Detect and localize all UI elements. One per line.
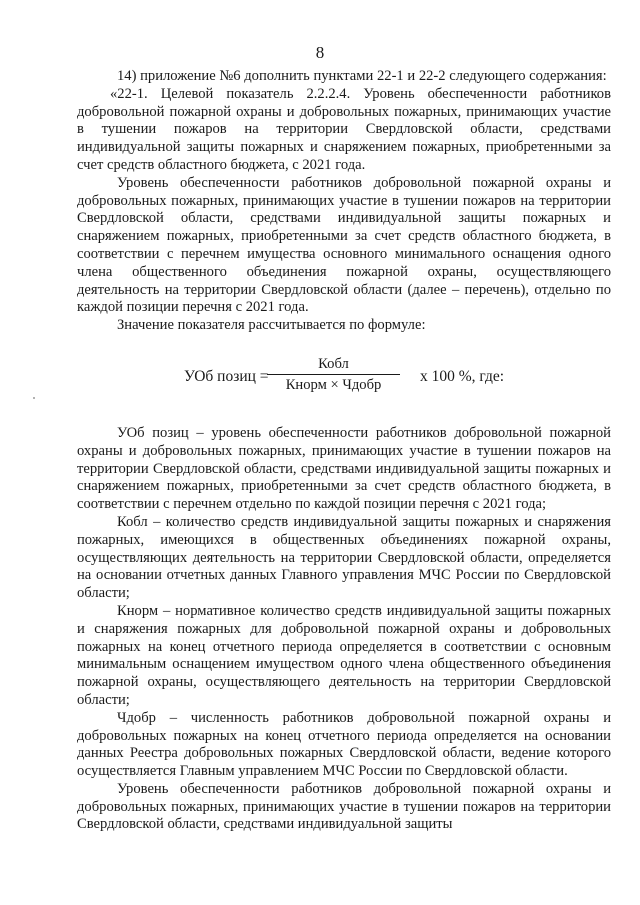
formula-numerator: Кобл bbox=[267, 356, 400, 375]
spacer bbox=[77, 335, 611, 351]
paragraph-formula-intro: Значение показателя рассчитывается по формуле: bbox=[117, 317, 426, 334]
paragraph-def-uob: УОб позиц – уровень обеспеченности работников добровольной пожарной охраны и добровольных пожарных, принимающих участие в тушении пожаров на территории Свердловской области, средствами индивидуальной защиты пожарных и снаряжением пожарных, приобретенными за счет средств областного бюджета, в соответствии с перечнем отдельно по каждой позиции перечня с 2021 года; bbox=[77, 424, 611, 513]
formula-denominator: Кнорм × Чдобр bbox=[285, 376, 382, 393]
formula-fraction bbox=[267, 356, 400, 394]
document-body bbox=[77, 68, 611, 834]
paragraph-target-indicator: «22-1. Целевой показатель 2.2.2.4. Уровень обеспеченности работников добровольной пожарной охраны и добровольных пожарных, принимающих участие в тушении пожаров на территории Свердловской области, средствами индивидуальной защиты пожарных и снаряжением пожарных, приобретенными за счет средств областного бюджета, с 2021 года. bbox=[77, 85, 611, 173]
paragraph-def-kobl: Кобл – количество средств индивидуальной защиты пожарных и снаряжения пожарных, имеющихся в общественных объединениях пожарной охраны, осуществляющих деятельность на территории Свердловской области, определяется на основании отчетных данных Главного управления МЧС России по Свердловской области; bbox=[77, 513, 611, 602]
spacer bbox=[77, 417, 611, 425]
paragraph-def-chdobr: Чдобр – численность работников добровольной пожарной охраны и добровольных пожарных на конец отчетного периода определяется на основании данных Реестра добровольных пожарных Свердловской области, ведение которого осуществляется Главным управлением МЧС России по Свердловской области. bbox=[77, 709, 611, 780]
paragraph-amendment-intro: 14) приложение №6 дополнить пунктами 22-1 и 22-2 следующего содержания: bbox=[117, 68, 607, 84]
formula bbox=[77, 351, 611, 417]
paragraph-level-continued: Уровень обеспеченности работников добровольной пожарной охраны и добровольных пожарных, принимающих участие в тушении пожаров на территории Свердловской области, средствами индивидуальной защиты bbox=[77, 780, 611, 833]
paragraph-def-knorm: Кнорм – нормативное количество средств индивидуальной защиты пожарных и снаряжения пожарных для добровольной пожарной охраны и добровольных пожарных на конец отчетного периода определяется в соответствии с основным минимальным оснащением имуществом одного члена общественного объединения пожарной охраны, осуществляющего деятельность на территории Свердловской области; bbox=[77, 602, 611, 708]
paragraph-indicator-definition: Уровень обеспеченности работников добровольной пожарной охраны и добровольных пожарных, принимающих участие в тушении пожаров на территории Свердловской области, средствами индивидуальной защиты пожарных и снаряжением пожарных, приобретенными за счет средств областного бюджета, в соответствии с перечнем имущества основного минимального оснащения одного члена общественного объединения пожарной охраны, осуществляющего деятельность на территории Свердловской области (далее – перечень), отдельно по каждой позиции перечня с 2021 года. bbox=[77, 174, 611, 316]
page-number: 8 bbox=[315, 43, 325, 62]
formula-lhs: УОб позиц = bbox=[184, 367, 269, 385]
formula-rhs: х 100 %, где: bbox=[420, 367, 505, 385]
margin-mark bbox=[33, 397, 35, 399]
